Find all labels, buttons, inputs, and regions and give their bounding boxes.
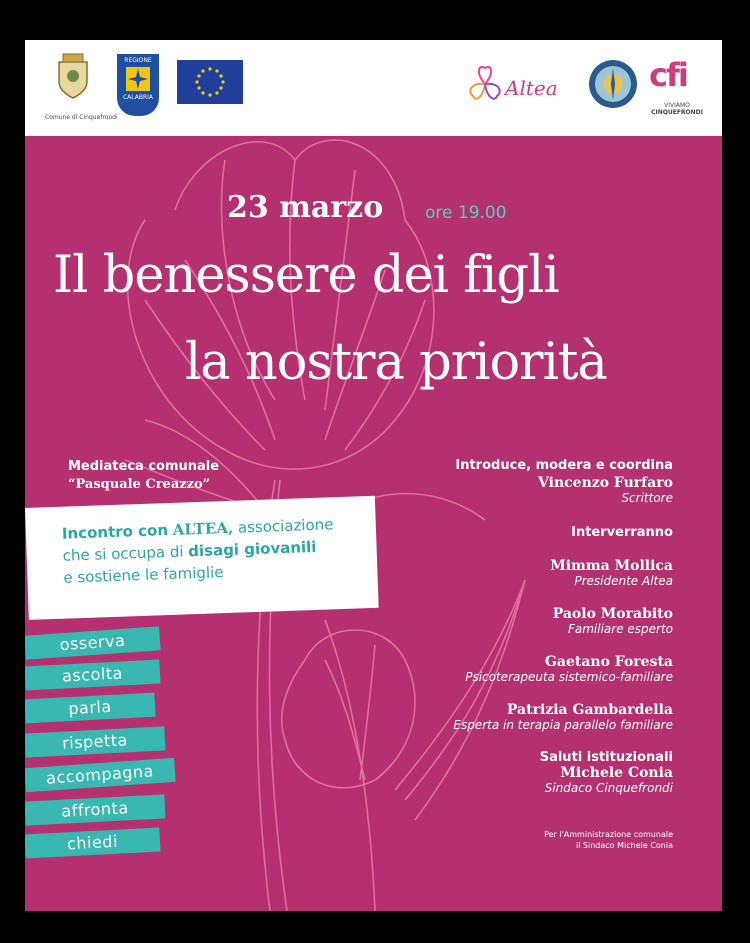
altea-flower-icon	[465, 62, 505, 106]
speaker-role: Familiare esperto	[567, 622, 673, 636]
cinque-caption: VIVIAMO CINQUEFRONDI	[651, 102, 703, 116]
intro-role-label: Introduce, modera e coordina	[455, 458, 673, 473]
page-title-line1: Il benessere dei figli	[53, 246, 559, 305]
tag-parla: parla	[25, 693, 156, 724]
altea-logo-text: Altea	[505, 76, 558, 100]
moderator-name: Vincenzo Furfaro	[538, 475, 673, 491]
saluti-role: Sindaco Cinquefrondi	[544, 781, 673, 795]
speaker-role: Esperta in terapia parallelo familiare	[453, 718, 673, 732]
intro-line2a: che si occupa di	[62, 542, 189, 565]
eu-flag-icon	[177, 60, 243, 104]
speaker-role: Presidente Altea	[574, 574, 673, 588]
tag-affronta: affronta	[25, 794, 166, 825]
intro-text1: associazione	[232, 515, 334, 537]
saluti-label: Saluti istituzionali	[539, 750, 673, 765]
interverranno-label: Interverranno	[571, 525, 673, 540]
speakers-column	[373, 458, 673, 851]
moderator-role: Scrittore	[621, 491, 673, 505]
viviamo-cinquefrondi-logo	[649, 56, 705, 96]
tag-ascolta: ascolta	[25, 659, 161, 690]
venue-line1: Mediateca comunale	[68, 459, 220, 474]
comune-caption: Comune di Cinquefrondi	[45, 114, 118, 121]
saluti-name: Michele Conia	[560, 765, 673, 781]
event-date: 23 marzo	[227, 190, 384, 225]
speaker-name: Paolo Morabito	[552, 606, 673, 622]
regione-calabria-logo	[117, 54, 159, 116]
regione-line1: REGIONE	[124, 57, 152, 64]
cfi-letters: cfi	[649, 56, 687, 94]
header-logos-band	[25, 40, 722, 136]
intro-line3: e sostiene le famiglie	[63, 563, 224, 587]
event-time: ore 19.00	[425, 203, 507, 223]
speaker-role: Psicoterapeuta sistemico-familiare	[465, 670, 673, 684]
event-poster	[25, 40, 722, 911]
comune-crest-icon	[53, 52, 93, 102]
speaker-name: Patrizia Gambardella	[506, 702, 673, 718]
tag-rispetta: rispetta	[25, 726, 166, 757]
intro-box	[25, 496, 379, 620]
calabria-shield-icon	[125, 66, 151, 92]
footer-credit: Per l'Amministrazione comunale il Sindaco Michele Conia	[544, 830, 673, 850]
intro-bold: Incontro con	[61, 521, 169, 543]
intro-altea: ALTEA,	[172, 518, 234, 539]
tag-osserva: osserva	[25, 626, 161, 659]
page-title-line2: la nostra priorità	[185, 333, 607, 392]
tag-accompagna: accompagna	[25, 758, 176, 792]
speaker-name: Gaetano Foresta	[544, 654, 673, 670]
speaker-name: Mimma Mollica	[550, 558, 673, 574]
tag-chiedi: chiedi	[25, 827, 161, 858]
venue-line2: “Pasquale Creazzo”	[68, 477, 211, 492]
intro-line2b: disagi giovanili	[187, 537, 317, 561]
association-badge-icon	[587, 58, 639, 110]
regione-line2: CALABRIA	[122, 94, 154, 101]
